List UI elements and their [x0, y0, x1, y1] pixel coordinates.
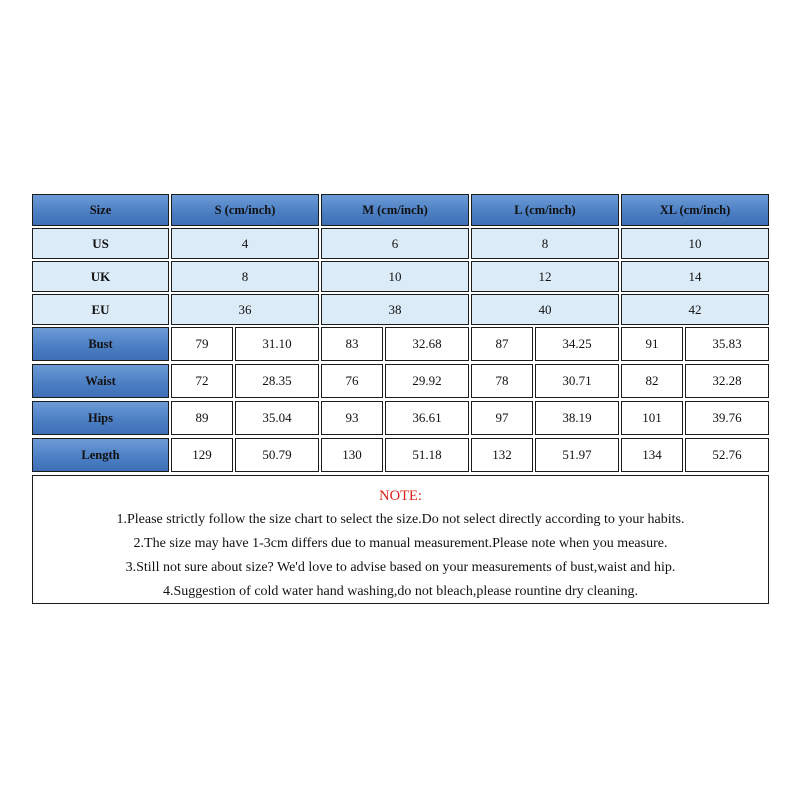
- size-header-xl: XL (cm/inch): [621, 194, 769, 226]
- inch-value: 32.28: [685, 364, 769, 398]
- inch-value: 30.71: [535, 364, 619, 398]
- inch-value: 50.79: [235, 438, 319, 472]
- inch-value: 29.92: [385, 364, 469, 398]
- region-value: 12: [471, 261, 619, 292]
- region-row-uk: [32, 261, 769, 292]
- inch-value: 52.76: [685, 438, 769, 472]
- measurement-row-bust: [32, 327, 769, 361]
- size-chart: [32, 194, 769, 604]
- note-line: 1.Please strictly follow the size chart to select the size.Do not select directly according to your habits.: [116, 512, 685, 527]
- region-label: EU: [32, 294, 169, 325]
- note-title: NOTE:: [379, 488, 422, 504]
- inch-value: 39.76: [685, 401, 769, 435]
- cm-value: 89: [171, 401, 233, 435]
- cm-value: 72: [171, 364, 233, 398]
- cm-value: 76: [321, 364, 383, 398]
- note-line: 4.Suggestion of cold water hand washing,do not bleach,please rountine dry cleaning.: [162, 584, 639, 599]
- cm-value: 97: [471, 401, 533, 435]
- measurement-row-hips: [32, 401, 769, 435]
- inch-value: 35.83: [685, 327, 769, 361]
- region-value: 4: [171, 228, 319, 259]
- measurement-row-length: [32, 438, 769, 472]
- note-line: 3.Still not sure about size? We'd love to advise based on your measurements of bust,waist and hip.: [125, 560, 676, 575]
- cm-value: 82: [621, 364, 683, 398]
- note-line: 2.The size may have 1-3cm differs due to manual measurement.Please note when you measure.: [133, 536, 668, 551]
- inch-value: 35.04: [235, 401, 319, 435]
- measurement-label: Hips: [32, 401, 169, 435]
- inch-value: 32.68: [385, 327, 469, 361]
- inch-value: 28.35: [235, 364, 319, 398]
- size-header-l: L (cm/inch): [471, 194, 619, 226]
- measurement-row-waist: [32, 364, 769, 398]
- cm-value: 93: [321, 401, 383, 435]
- measurement-label: Length: [32, 438, 169, 472]
- cm-value: 78: [471, 364, 533, 398]
- cm-value: 134: [621, 438, 683, 472]
- region-value: 6: [321, 228, 469, 259]
- cm-value: 91: [621, 327, 683, 361]
- inch-value: 38.19: [535, 401, 619, 435]
- region-value: 8: [471, 228, 619, 259]
- measurement-label: Bust: [32, 327, 169, 361]
- inch-value: 36.61: [385, 401, 469, 435]
- region-label: UK: [32, 261, 169, 292]
- cm-value: 129: [171, 438, 233, 472]
- region-value: 40: [471, 294, 619, 325]
- inch-value: 51.18: [385, 438, 469, 472]
- inch-value: 34.25: [535, 327, 619, 361]
- cm-value: 79: [171, 327, 233, 361]
- region-value: 10: [621, 228, 769, 259]
- region-label: US: [32, 228, 169, 259]
- region-row-eu: [32, 294, 769, 325]
- cm-value: 83: [321, 327, 383, 361]
- cm-value: 101: [621, 401, 683, 435]
- region-value: 10: [321, 261, 469, 292]
- size-header-label: Size: [32, 194, 169, 226]
- region-row-us: [32, 228, 769, 259]
- note-box: [32, 475, 769, 604]
- size-header-row: [32, 194, 769, 226]
- size-header-m: M (cm/inch): [321, 194, 469, 226]
- cm-value: 87: [471, 327, 533, 361]
- cm-value: 132: [471, 438, 533, 472]
- region-value: 14: [621, 261, 769, 292]
- region-value: 36: [171, 294, 319, 325]
- region-value: 8: [171, 261, 319, 292]
- measurement-label: Waist: [32, 364, 169, 398]
- inch-value: 51.97: [535, 438, 619, 472]
- region-value: 38: [321, 294, 469, 325]
- cm-value: 130: [321, 438, 383, 472]
- inch-value: 31.10: [235, 327, 319, 361]
- size-header-s: S (cm/inch): [171, 194, 319, 226]
- region-value: 42: [621, 294, 769, 325]
